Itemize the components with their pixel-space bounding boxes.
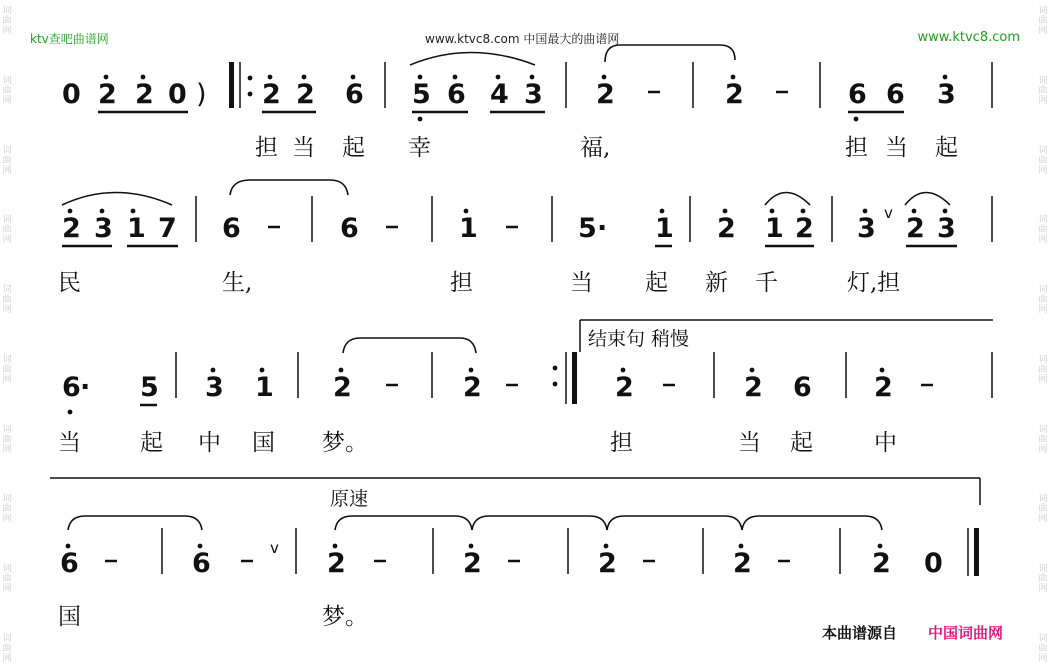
lyric-char: 当 bbox=[570, 270, 593, 296]
lyric-char: 起 bbox=[645, 270, 668, 296]
watermark-char: 网 bbox=[2, 514, 12, 525]
svg-text:3: 3 bbox=[205, 372, 224, 403]
watermark-char: 曲 bbox=[2, 434, 12, 445]
svg-text:2: 2 bbox=[135, 79, 154, 110]
watermark-char: 曲 bbox=[2, 643, 12, 654]
svg-text:·: · bbox=[80, 372, 91, 403]
svg-text:1: 1 bbox=[765, 213, 784, 244]
svg-text:6: 6 bbox=[60, 548, 79, 579]
svg-text:6: 6 bbox=[793, 372, 812, 403]
svg-text:1: 1 bbox=[655, 213, 674, 244]
watermark-char: 曲 bbox=[1038, 643, 1048, 654]
lyric-char: 担 bbox=[610, 430, 633, 456]
svg-text:6: 6 bbox=[447, 79, 466, 110]
watermark-char: 词 bbox=[1038, 285, 1048, 296]
ending-annotation: 结束句 稍慢 bbox=[588, 328, 690, 350]
watermark-char: 曲 bbox=[2, 504, 12, 515]
svg-text:v: v bbox=[270, 539, 279, 557]
svg-text:5: 5 bbox=[578, 213, 597, 244]
watermark-char: 词 bbox=[2, 6, 12, 16]
svg-text:0: 0 bbox=[62, 79, 81, 110]
watermark-char: 网 bbox=[1038, 305, 1048, 316]
svg-text:6: 6 bbox=[192, 548, 211, 579]
watermark-char: 网 bbox=[1038, 374, 1048, 385]
svg-text:2: 2 bbox=[98, 79, 117, 110]
watermark-char: 词 bbox=[2, 564, 12, 575]
lyric-char: 国 bbox=[58, 604, 81, 630]
svg-text:2: 2 bbox=[327, 548, 346, 579]
lyric-char: 国 bbox=[252, 430, 275, 456]
watermark-char: 词 bbox=[2, 424, 12, 435]
watermark-char: 网 bbox=[2, 584, 12, 595]
svg-text:3: 3 bbox=[524, 79, 543, 110]
watermark-char: 曲 bbox=[1038, 434, 1048, 445]
lyric-char: 起 bbox=[935, 135, 958, 161]
lyric-char: 担 bbox=[450, 270, 473, 296]
svg-text:1: 1 bbox=[127, 213, 146, 244]
watermark-char: 曲 bbox=[2, 16, 12, 26]
svg-text:3: 3 bbox=[937, 213, 956, 244]
svg-text:2: 2 bbox=[62, 213, 81, 244]
watermark-char: 曲 bbox=[1038, 85, 1048, 96]
watermark-char: 词 bbox=[2, 494, 12, 505]
lyric-char: 当 bbox=[885, 135, 908, 161]
svg-text:5: 5 bbox=[140, 372, 159, 403]
watermark-char: 词 bbox=[2, 215, 12, 226]
svg-text:2: 2 bbox=[333, 372, 352, 403]
watermark-char: 曲 bbox=[1038, 16, 1048, 26]
watermark-char: 网 bbox=[2, 444, 12, 455]
watermark-char: 曲 bbox=[1038, 364, 1048, 375]
svg-text:0: 0 bbox=[924, 548, 943, 579]
svg-text:2: 2 bbox=[615, 372, 634, 403]
svg-text:2: 2 bbox=[717, 213, 736, 244]
watermark-char: 词 bbox=[1038, 6, 1048, 16]
lyric-char: 民 bbox=[58, 270, 81, 296]
lyric-char: 生, bbox=[222, 270, 253, 296]
svg-text:2: 2 bbox=[463, 548, 482, 579]
row-2-notes bbox=[62, 180, 992, 246]
watermark-char: 网 bbox=[1038, 444, 1048, 455]
watermark-char: 词 bbox=[1038, 424, 1048, 435]
watermark-char: 网 bbox=[2, 26, 12, 36]
svg-text:2: 2 bbox=[463, 372, 482, 403]
watermark-char: 网 bbox=[1038, 584, 1048, 595]
svg-text:2: 2 bbox=[598, 548, 617, 579]
watermark-char: 网 bbox=[1038, 235, 1048, 246]
svg-text:6: 6 bbox=[886, 79, 905, 110]
watermark-char: 网 bbox=[1038, 26, 1048, 36]
svg-text:): ) bbox=[196, 79, 207, 110]
svg-text:6: 6 bbox=[848, 79, 867, 110]
watermark-char: 词 bbox=[1038, 564, 1048, 575]
lyric-char: 起 bbox=[790, 430, 813, 456]
watermark-char: 曲 bbox=[2, 225, 12, 236]
lyric-char: 中 bbox=[874, 430, 897, 456]
row-4-notes bbox=[50, 478, 980, 579]
watermark-char: 词 bbox=[2, 354, 12, 365]
lyric-char: 当 bbox=[292, 135, 315, 161]
svg-text:2: 2 bbox=[906, 213, 925, 244]
watermark-char: 网 bbox=[1038, 514, 1048, 525]
watermark-char: 曲 bbox=[1038, 574, 1048, 585]
watermark-char: 词 bbox=[1038, 215, 1048, 226]
watermark-char: 词 bbox=[1038, 354, 1048, 365]
watermark-char: 词 bbox=[1038, 75, 1048, 86]
svg-text:2: 2 bbox=[725, 79, 744, 110]
watermark-char: 网 bbox=[1038, 653, 1048, 664]
lyric-char: 中 bbox=[198, 430, 221, 456]
svg-text:3: 3 bbox=[94, 213, 113, 244]
watermark-char: 曲 bbox=[1038, 295, 1048, 306]
watermark-char: 词 bbox=[2, 285, 12, 296]
row-1-notes bbox=[62, 45, 992, 121]
footer-source-label: 本曲谱源自 bbox=[822, 624, 898, 642]
tempo-annotation: 原速 bbox=[330, 488, 369, 510]
watermark-char: 网 bbox=[1038, 165, 1048, 176]
svg-text:4: 4 bbox=[490, 79, 509, 110]
lyric-char: 梦。 bbox=[322, 430, 368, 456]
watermark-char: 曲 bbox=[2, 85, 12, 96]
watermark-char: 词 bbox=[1038, 145, 1048, 156]
svg-text:2: 2 bbox=[795, 213, 814, 244]
watermark-char: 词 bbox=[2, 633, 12, 644]
header-site-center[interactable]: www.ktvc8.com 中国最大的曲谱网 bbox=[425, 32, 620, 46]
lyric-char: 千 bbox=[755, 270, 778, 296]
watermark-char: 曲 bbox=[2, 295, 12, 306]
svg-text:2: 2 bbox=[874, 372, 893, 403]
watermark-char: 词 bbox=[2, 145, 12, 156]
svg-text:2: 2 bbox=[744, 372, 763, 403]
lyric-char: 担 bbox=[845, 135, 868, 161]
svg-text:6: 6 bbox=[222, 213, 241, 244]
svg-text:2: 2 bbox=[733, 548, 752, 579]
lyric-char: 起 bbox=[140, 430, 163, 456]
svg-text:2: 2 bbox=[296, 79, 315, 110]
watermark-char: 网 bbox=[2, 305, 12, 316]
lyric-char: 幸 bbox=[408, 135, 431, 161]
watermark-char: 曲 bbox=[1038, 504, 1048, 515]
watermark-char: 网 bbox=[1038, 95, 1048, 106]
watermark-char: 词 bbox=[1038, 633, 1048, 644]
watermark-char: 曲 bbox=[2, 155, 12, 166]
watermark-char: 词 bbox=[2, 75, 12, 86]
svg-text:7: 7 bbox=[158, 213, 177, 244]
lyric-char: 新 bbox=[705, 270, 728, 296]
lyric-char: 当 bbox=[58, 430, 81, 456]
svg-text:3: 3 bbox=[937, 79, 956, 110]
svg-text:v: v bbox=[884, 204, 893, 222]
watermark-char: 词 bbox=[1038, 494, 1048, 505]
header-site-left[interactable]: ktv查吧曲谱网 bbox=[30, 32, 109, 46]
watermark-char: 网 bbox=[2, 374, 12, 385]
watermark-char: 网 bbox=[2, 235, 12, 246]
svg-text:1: 1 bbox=[255, 372, 274, 403]
svg-text:·: · bbox=[597, 213, 608, 244]
svg-text:2: 2 bbox=[872, 548, 891, 579]
svg-text:2: 2 bbox=[262, 79, 281, 110]
lyric-char: 福, bbox=[580, 135, 611, 161]
watermark-char: 曲 bbox=[1038, 155, 1048, 166]
svg-text:5: 5 bbox=[412, 79, 431, 110]
lyric-char: 当 bbox=[738, 430, 761, 456]
watermark-char: 曲 bbox=[1038, 225, 1048, 236]
svg-text:6: 6 bbox=[340, 213, 359, 244]
svg-text:2: 2 bbox=[596, 79, 615, 110]
watermark-char: 曲 bbox=[2, 574, 12, 585]
row-3-notes bbox=[62, 320, 993, 414]
svg-text:0: 0 bbox=[168, 79, 187, 110]
watermark-char: 曲 bbox=[2, 364, 12, 375]
lyric-char: 担 bbox=[255, 135, 278, 161]
watermark-char: 网 bbox=[2, 653, 12, 664]
footer-brand-link[interactable]: 中国词曲网 bbox=[928, 624, 1004, 642]
svg-text:6: 6 bbox=[62, 372, 81, 403]
watermark-char: 网 bbox=[2, 95, 12, 106]
svg-text:3: 3 bbox=[857, 213, 876, 244]
svg-text:1: 1 bbox=[459, 213, 478, 244]
lyric-char: 灯,担 bbox=[847, 270, 901, 296]
lyric-char: 起 bbox=[342, 135, 365, 161]
lyric-char: 梦。 bbox=[322, 604, 368, 630]
watermark-char: 网 bbox=[2, 165, 12, 176]
header-site-right[interactable]: www.ktvc8.com bbox=[917, 30, 1020, 45]
svg-text:6: 6 bbox=[345, 79, 364, 110]
